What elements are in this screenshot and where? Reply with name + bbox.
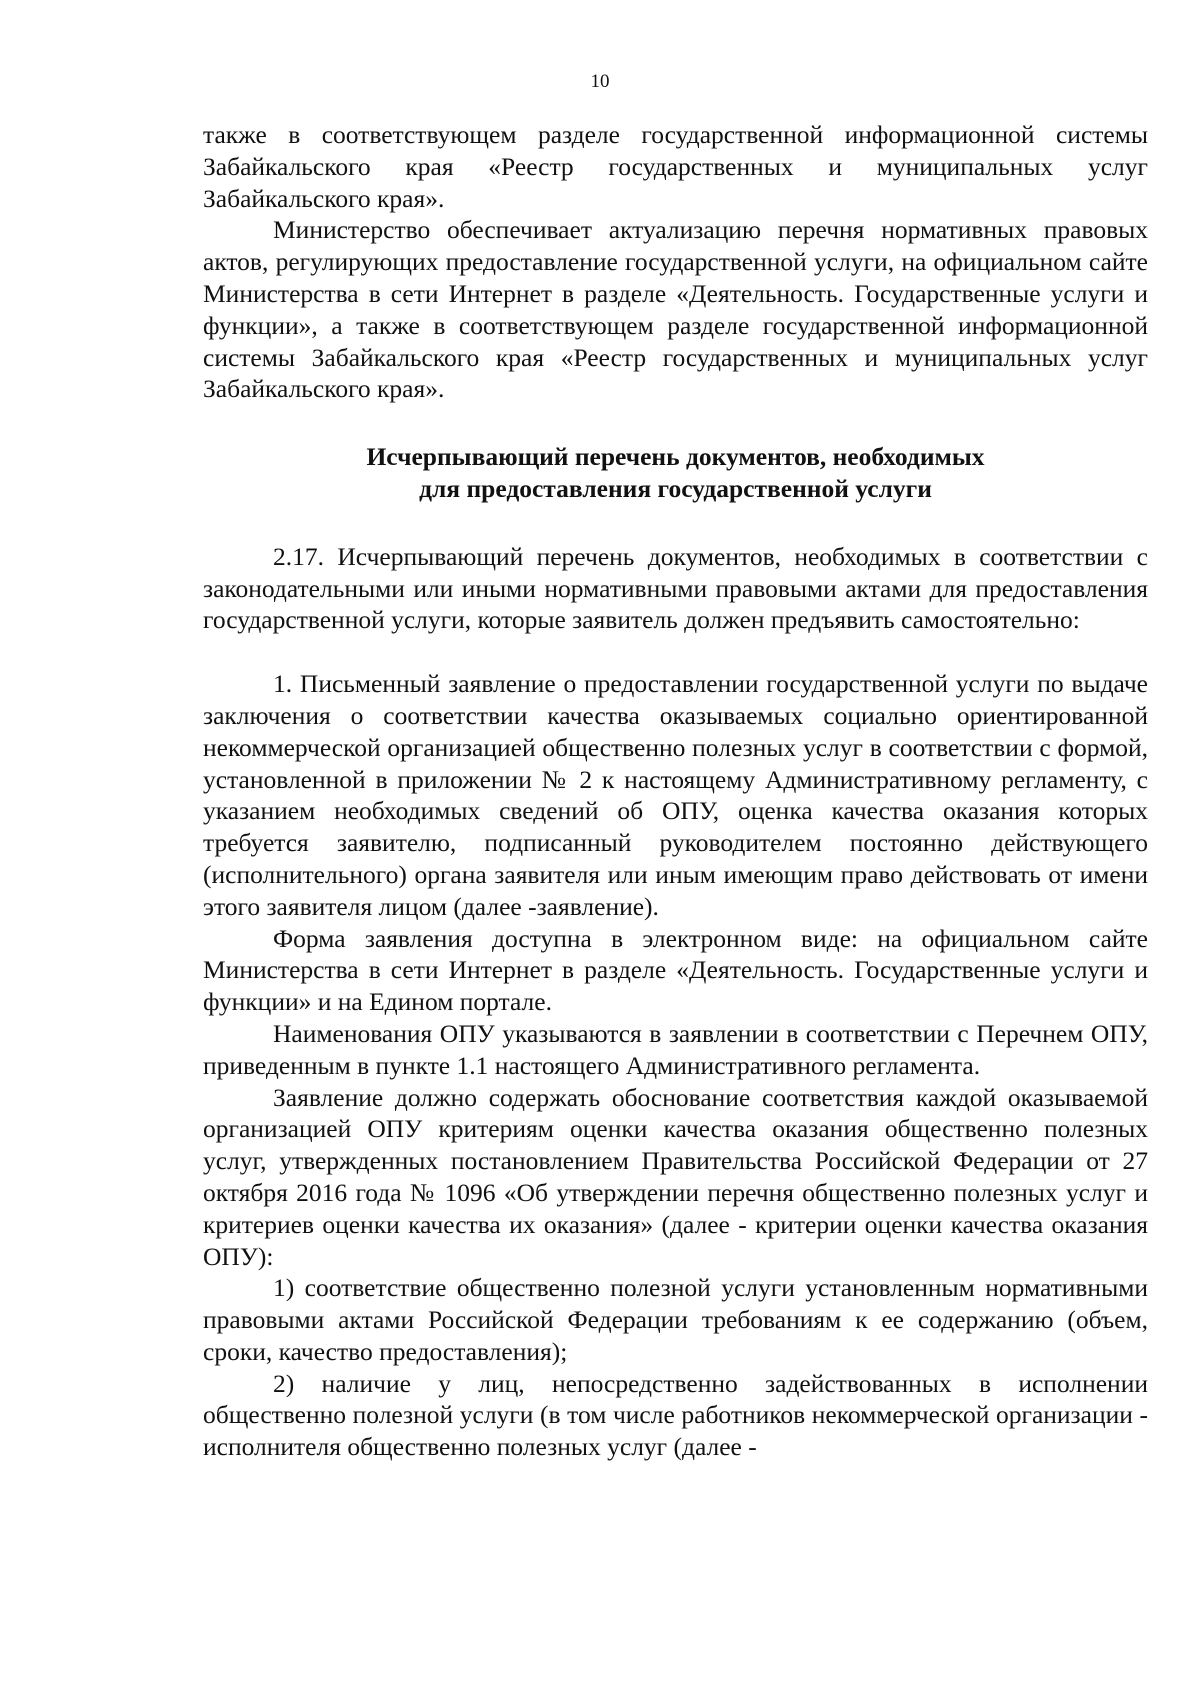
paragraph-form-availability: Форма заявления доступна в электронном виде: на официальном сайте Министерства в сети Интернет в разделе «Деятельность. Государственные услуги и функции» и на Едином портале. <box>203 923 1148 1017</box>
paragraph-opu-names: Наименования ОПУ указываются в заявлении в соответствии с Перечнем ОПУ, приведенным в пункте 1.1 настоящего Административного регламента. <box>203 1018 1148 1080</box>
document-body <box>203 119 1148 1463</box>
paragraph-ministry-updates: Министерство обеспечивает актуализацию перечня нормативных правовых актов, регулирующих предоставление государственной услуги, на официальном сайте Министерства в сети Интернет в разделе «Деятельность. Государственные услуги и функции», а также в соответствующем разделе государственной информационной системы Забайкальского края «Реестр государственных и муниципальных услуг Забайкальского края». <box>203 215 1148 404</box>
section-heading-line-2: для предоставления государственной услуги <box>419 473 932 503</box>
paragraph-continuation: также в соответствующем разделе государственной информационной системы Забайкальского края «Реестр государственных и муниципальных услуг Забайкальского края». <box>203 120 1148 213</box>
clause-2-17: 2.17. Исчерпывающий перечень документов, необходимых в соответствии с законодательными или иными нормативными правовыми актами для предоставления государственной услуги, которые заявитель должен предъявить самостоятельно: <box>203 541 1148 635</box>
list-item-1: 1. Письменный заявление о предоставлении государственной услуги по выдаче заключения о соответствии качества оказываемых социально ориентированной некоммерческой организацией общественно полезных услуг в соответствии с формой, установленной в приложении № 2 к настоящему Административному регламенту, с указанием необходимых сведений об ОПУ, оценка качества оказания которых требуется заявителю, подписанный руководителем постоянно действующего (исполнительного) органа заявителя или иным имеющим право действовать от имени этого заявителя лицом (далее -заявление). <box>203 669 1148 921</box>
paragraph-application-content: Заявление должно содержать обоснование соответствия каждой оказываемой организацией ОПУ критериям оценки качества оказания общественно полезных услуг, утвержденных постановлением Правительства Российской Федерации от 27 октября 2016 года № 1096 «Об утверждении перечня общественно полезных услуг и критериев оценки качества их оказания» (далее - критерии оценки качества оказания ОПУ): <box>203 1082 1148 1271</box>
criterion-2: 2) наличие у лиц, непосредственно задействованных в исполнении общественно полезной услуги (в том числе работников некоммерческой организации - исполнителя общественно полезных услуг (далее - <box>203 1368 1148 1462</box>
criterion-1: 1) соответствие общественно полезной услуги установленным нормативными правовыми актами Российской Федерации требованиям к ее содержанию (объем, сроки, качество предоставления); <box>203 1273 1148 1366</box>
section-heading <box>203 441 1148 505</box>
section-heading-line-1: Исчерпывающий перечень документов, необходимых <box>366 442 985 472</box>
page-number: 10 <box>590 71 610 92</box>
